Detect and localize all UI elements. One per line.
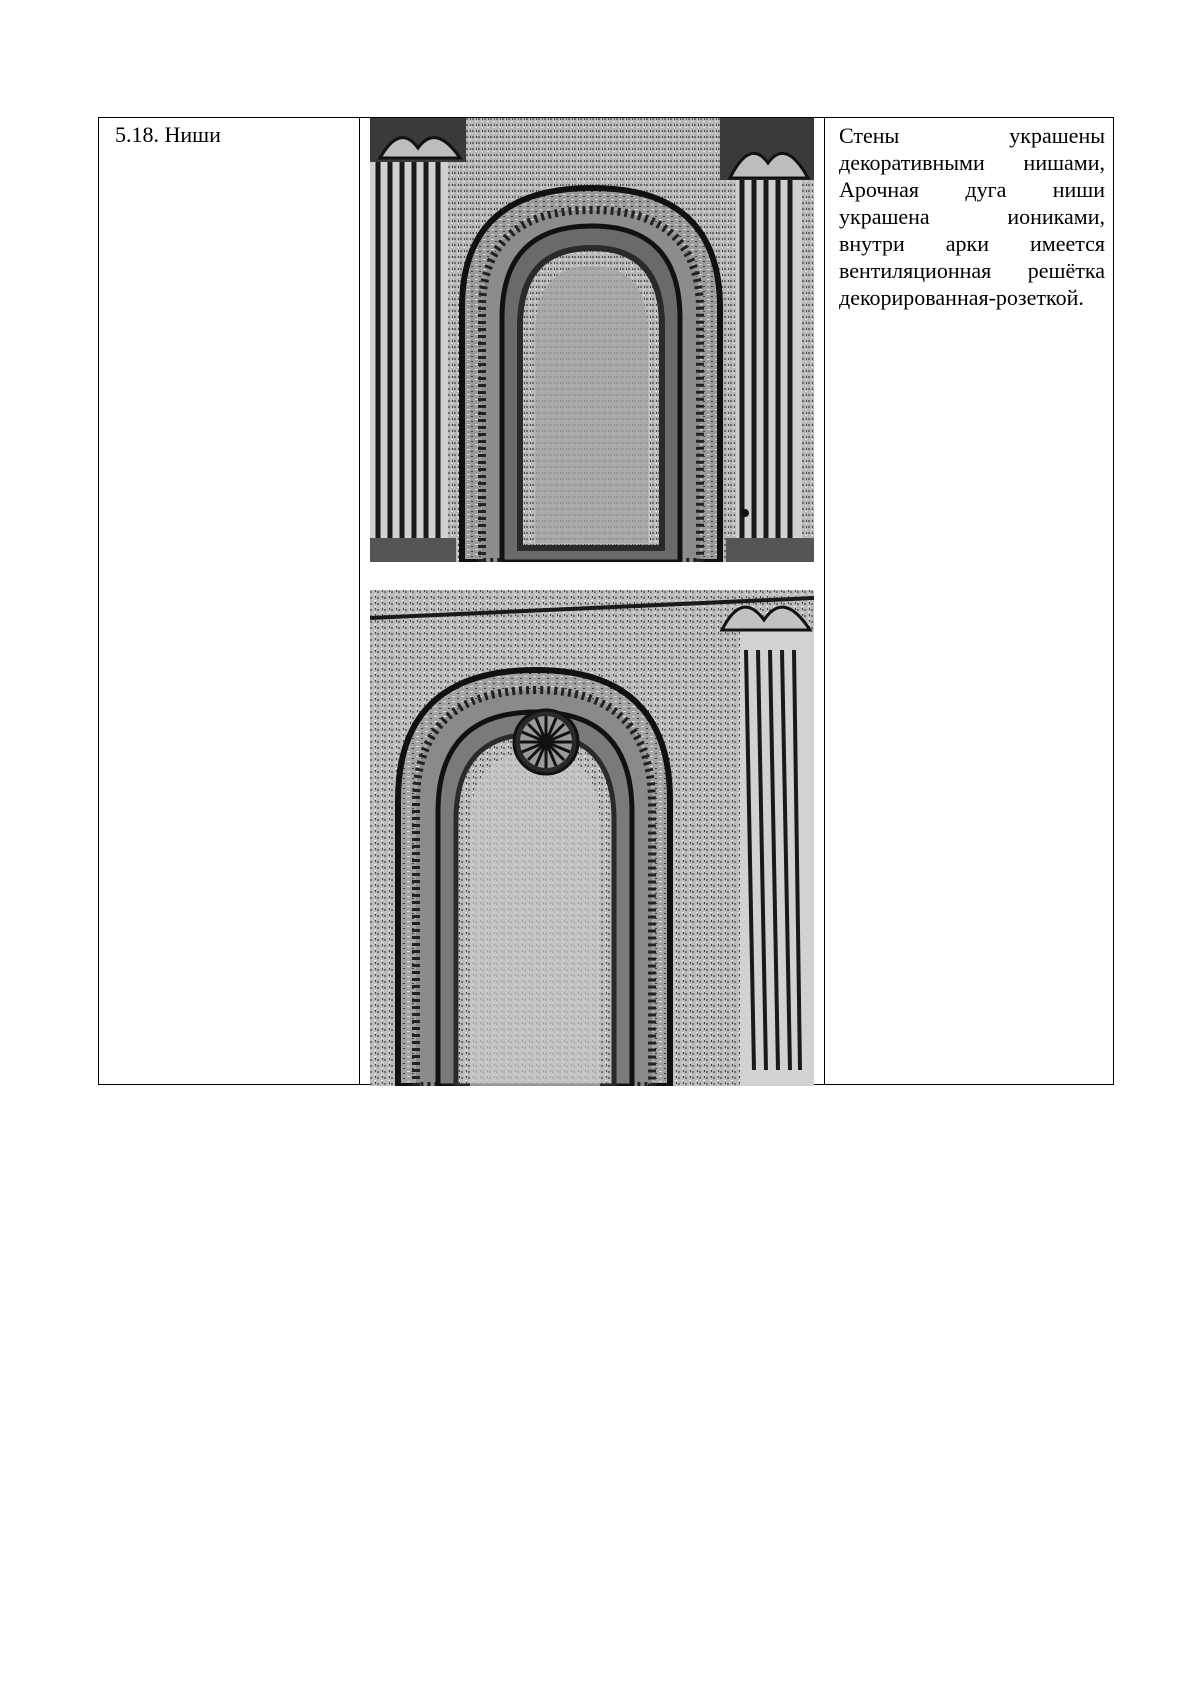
table-row	[99, 118, 1114, 1085]
niche-arch-photo	[370, 118, 814, 562]
photos-cell	[360, 118, 825, 1085]
niche-arch-photo-image	[370, 118, 814, 562]
niche-arch-rosette-photo-image	[370, 590, 814, 1086]
item-cell	[99, 118, 360, 1085]
niche-arch-rosette-photo	[370, 590, 814, 1086]
rosette-grille	[514, 710, 578, 774]
niches-table	[98, 117, 1114, 1085]
description-text: Стены украшены декоративными нишами, Арочная дуга ниши украшена иониками, внутри арки имеется вентиляционная решётка декорированная-розеткой.	[839, 123, 1105, 310]
description-cell	[825, 118, 1114, 1085]
item-label: 5.18. Ниши	[115, 122, 221, 147]
